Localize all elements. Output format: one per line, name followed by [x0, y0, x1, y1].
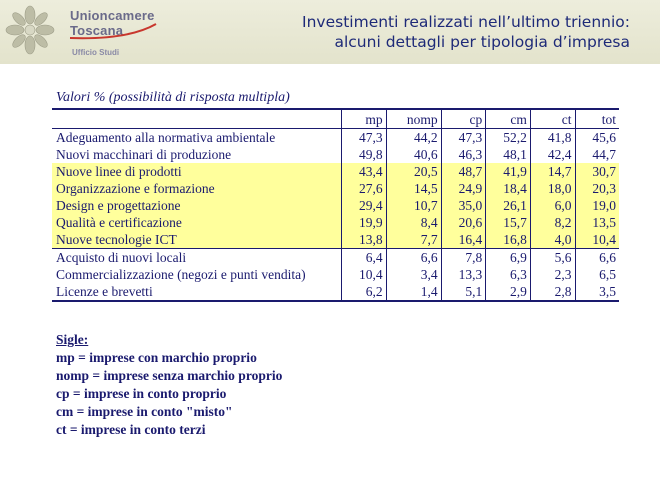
column-header: cm — [486, 109, 531, 129]
value-cell: 2,8 — [530, 283, 575, 301]
table-row — [52, 146, 619, 163]
value-cell: 19,9 — [342, 214, 387, 231]
column-header: tot — [575, 109, 619, 129]
legend-item: cm = imprese in conto "misto" — [56, 404, 233, 419]
value-cell: 43,4 — [342, 163, 387, 180]
value-cell: 47,3 — [342, 129, 387, 147]
value-cell: 8,2 — [530, 214, 575, 231]
row-label: Acquisto di nuovi locali — [52, 249, 342, 267]
value-cell: 16,8 — [486, 231, 531, 249]
value-cell: 10,7 — [386, 197, 441, 214]
value-cell: 13,5 — [575, 214, 619, 231]
column-header: mp — [342, 109, 387, 129]
value-cell: 1,4 — [386, 283, 441, 301]
value-cell: 48,7 — [441, 163, 486, 180]
value-cell: 30,7 — [575, 163, 619, 180]
value-cell: 6,6 — [575, 249, 619, 267]
table-row — [52, 129, 619, 147]
row-label: Commercializzazione (negozi e punti vendita) — [56, 267, 306, 282]
value-cell: 44,2 — [386, 129, 441, 147]
value-cell: 19,0 — [575, 197, 619, 214]
value-cell: 20,5 — [386, 163, 441, 180]
legend-title: Sigle: — [56, 332, 89, 347]
slide-title — [210, 12, 630, 52]
value-cell: 46,3 — [441, 146, 486, 163]
table-row — [52, 283, 619, 301]
value-cell: 18,0 — [530, 180, 575, 197]
value-cell: 20,3 — [575, 180, 619, 197]
value-cell: 6,4 — [342, 249, 387, 267]
value-cell: 18,4 — [486, 180, 531, 197]
value-cell: 13,3 — [441, 266, 486, 283]
value-cell: 3,5 — [575, 283, 619, 301]
investment-table — [52, 108, 619, 302]
value-cell: 41,8 — [530, 129, 575, 147]
value-cell: 27,6 — [342, 180, 387, 197]
value-cell: 14,5 — [386, 180, 441, 197]
brand-subtitle: Ufficio Studi — [72, 48, 120, 57]
table-row — [52, 231, 619, 249]
value-cell: 6,6 — [386, 249, 441, 267]
row-label: Nuove tecnologie ICT — [52, 231, 342, 249]
value-cell: 47,3 — [441, 129, 486, 147]
value-cell: 13,8 — [342, 231, 387, 249]
header-band — [0, 0, 660, 64]
value-cell: 2,9 — [486, 283, 531, 301]
slide-title-line2: alcuni dettagli per tipologia d’impresa — [334, 33, 630, 51]
value-cell: 6,9 — [486, 249, 531, 267]
row-label: Organizzazione e formazione — [52, 180, 342, 197]
column-header: cp — [441, 109, 486, 129]
row-label: Qualità e certificazione — [52, 214, 342, 231]
value-cell: 8,4 — [386, 214, 441, 231]
value-cell: 7,7 — [386, 231, 441, 249]
table-row — [52, 249, 619, 267]
header-label-cell — [52, 109, 342, 129]
unioncamere-logo-icon — [4, 4, 56, 56]
value-cell: 41,9 — [486, 163, 531, 180]
value-cell: 3,4 — [386, 266, 441, 283]
column-header: nomp — [386, 109, 441, 129]
value-cell: 20,6 — [441, 214, 486, 231]
value-cell: 10,4 — [575, 231, 619, 249]
table-header-row — [52, 109, 619, 129]
value-cell: 6,2 — [342, 283, 387, 301]
value-cell: 24,9 — [441, 180, 486, 197]
table-row — [52, 180, 619, 197]
row-label: Adeguamento alla normativa ambientale — [56, 130, 276, 145]
value-cell: 52,2 — [486, 129, 531, 147]
legend-item: nomp = imprese senza marchio proprio — [56, 368, 283, 383]
row-label: Nuove linee di prodotti — [52, 163, 342, 180]
value-cell: 5,1 — [441, 283, 486, 301]
column-header: ct — [530, 109, 575, 129]
legend-item: cp = imprese in conto proprio — [56, 386, 227, 401]
legend-item: ct = imprese in conto terzi — [56, 422, 206, 437]
value-cell: 5,6 — [530, 249, 575, 267]
value-cell: 2,3 — [530, 266, 575, 283]
value-cell: 49,8 — [342, 146, 387, 163]
table-row — [52, 197, 619, 214]
value-cell: 35,0 — [441, 197, 486, 214]
value-cell: 6,5 — [575, 266, 619, 283]
brand-name-line2: Toscana — [70, 23, 124, 38]
row-label: Licenze e brevetti — [56, 284, 153, 299]
value-cell: 40,6 — [386, 146, 441, 163]
table-row — [52, 214, 619, 231]
row-label: Design e progettazione — [52, 197, 342, 214]
legend — [56, 331, 282, 439]
table-row — [52, 266, 619, 283]
value-cell: 10,4 — [342, 266, 387, 283]
value-cell: 45,6 — [575, 129, 619, 147]
value-cell: 6,0 — [530, 197, 575, 214]
row-label: Nuovi macchinari di produzione — [56, 147, 232, 162]
slide-title-line1: Investimenti realizzati nell’ultimo triennio: — [302, 13, 630, 31]
value-cell: 4,0 — [530, 231, 575, 249]
table-caption: Valori % (possibilità di risposta multipla) — [56, 90, 290, 105]
value-cell: 14,7 — [530, 163, 575, 180]
value-cell: 7,8 — [441, 249, 486, 267]
value-cell: 42,4 — [530, 146, 575, 163]
brand-name-line1: Unioncamere — [70, 8, 155, 23]
value-cell: 6,3 — [486, 266, 531, 283]
value-cell: 15,7 — [486, 214, 531, 231]
brand-swoosh-icon — [68, 22, 160, 40]
legend-item: mp = imprese con marchio proprio — [56, 350, 257, 365]
table-row — [52, 163, 619, 180]
value-cell: 29,4 — [342, 197, 387, 214]
value-cell: 26,1 — [486, 197, 531, 214]
value-cell: 44,7 — [575, 146, 619, 163]
value-cell: 16,4 — [441, 231, 486, 249]
value-cell: 48,1 — [486, 146, 531, 163]
